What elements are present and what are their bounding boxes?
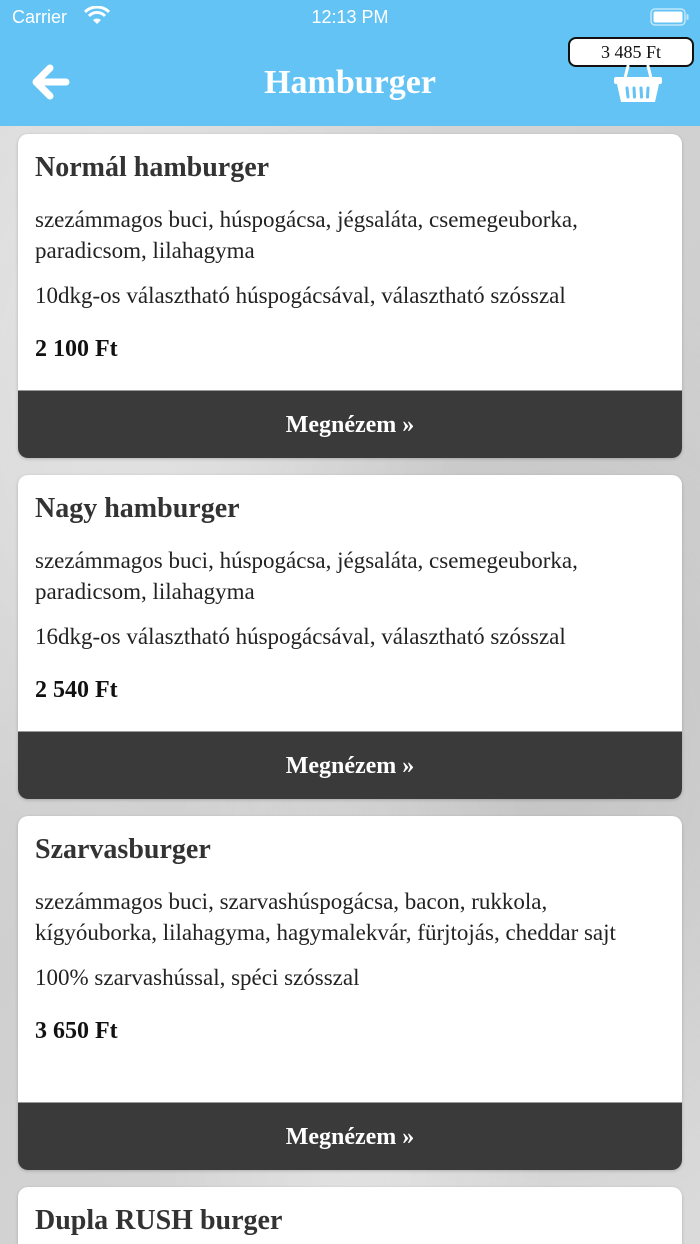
product-note: 10dkg-os választható húspogácsával, választható szósszal — [35, 283, 566, 308]
product-name: Szarvasburger — [35, 834, 211, 865]
product-note: 100% szarvashússal, spéci szósszal — [35, 965, 360, 990]
product-note: 16dkg-os választható húspogácsával, választható szósszal — [35, 624, 566, 649]
status-time: 12:13 PM — [311, 7, 389, 27]
product-price: 3 650 Ft — [35, 1018, 118, 1044]
product-price: 2 100 Ft — [35, 336, 118, 362]
product-ingredients: szezámmagos buci, húspogácsa, jégsaláta, csemegeuborka, paradicsom, lilahagyma — [35, 548, 578, 604]
battery-icon — [650, 8, 690, 26]
product-name: Normál hamburger — [35, 152, 270, 183]
product-card — [18, 475, 682, 799]
carrier-label: Carrier — [12, 7, 68, 27]
cart-total-badge[interactable]: 3 485 Ft — [568, 37, 694, 67]
basket-icon[interactable] — [612, 62, 664, 104]
product-ingredients: szezámmagos buci, húspogácsa, jégsaláta, csemegeuborka, paradicsom, lilahagyma — [35, 207, 578, 263]
view-product-button[interactable]: Megnézem » — [18, 731, 682, 799]
product-name: Nagy hamburger — [35, 493, 240, 524]
product-card — [18, 1187, 682, 1244]
view-product-button[interactable]: Megnézem » — [18, 1102, 682, 1170]
page-title: Hamburger — [264, 64, 436, 101]
status-bar — [0, 0, 700, 36]
product-card — [18, 816, 682, 1170]
product-ingredients: szezámmagos buci, szarvashúspogácsa, bacon, rukkola, kígyóuborka, lilahagyma, hagymalekvár, fürjtojás, cheddar sajt — [35, 889, 616, 945]
view-product-button[interactable]: Megnézem » — [18, 390, 682, 458]
product-price: 2 540 Ft — [35, 677, 118, 703]
product-name: Dupla RUSH burger — [35, 1205, 283, 1236]
header-bar — [0, 0, 700, 126]
product-card — [18, 134, 682, 458]
